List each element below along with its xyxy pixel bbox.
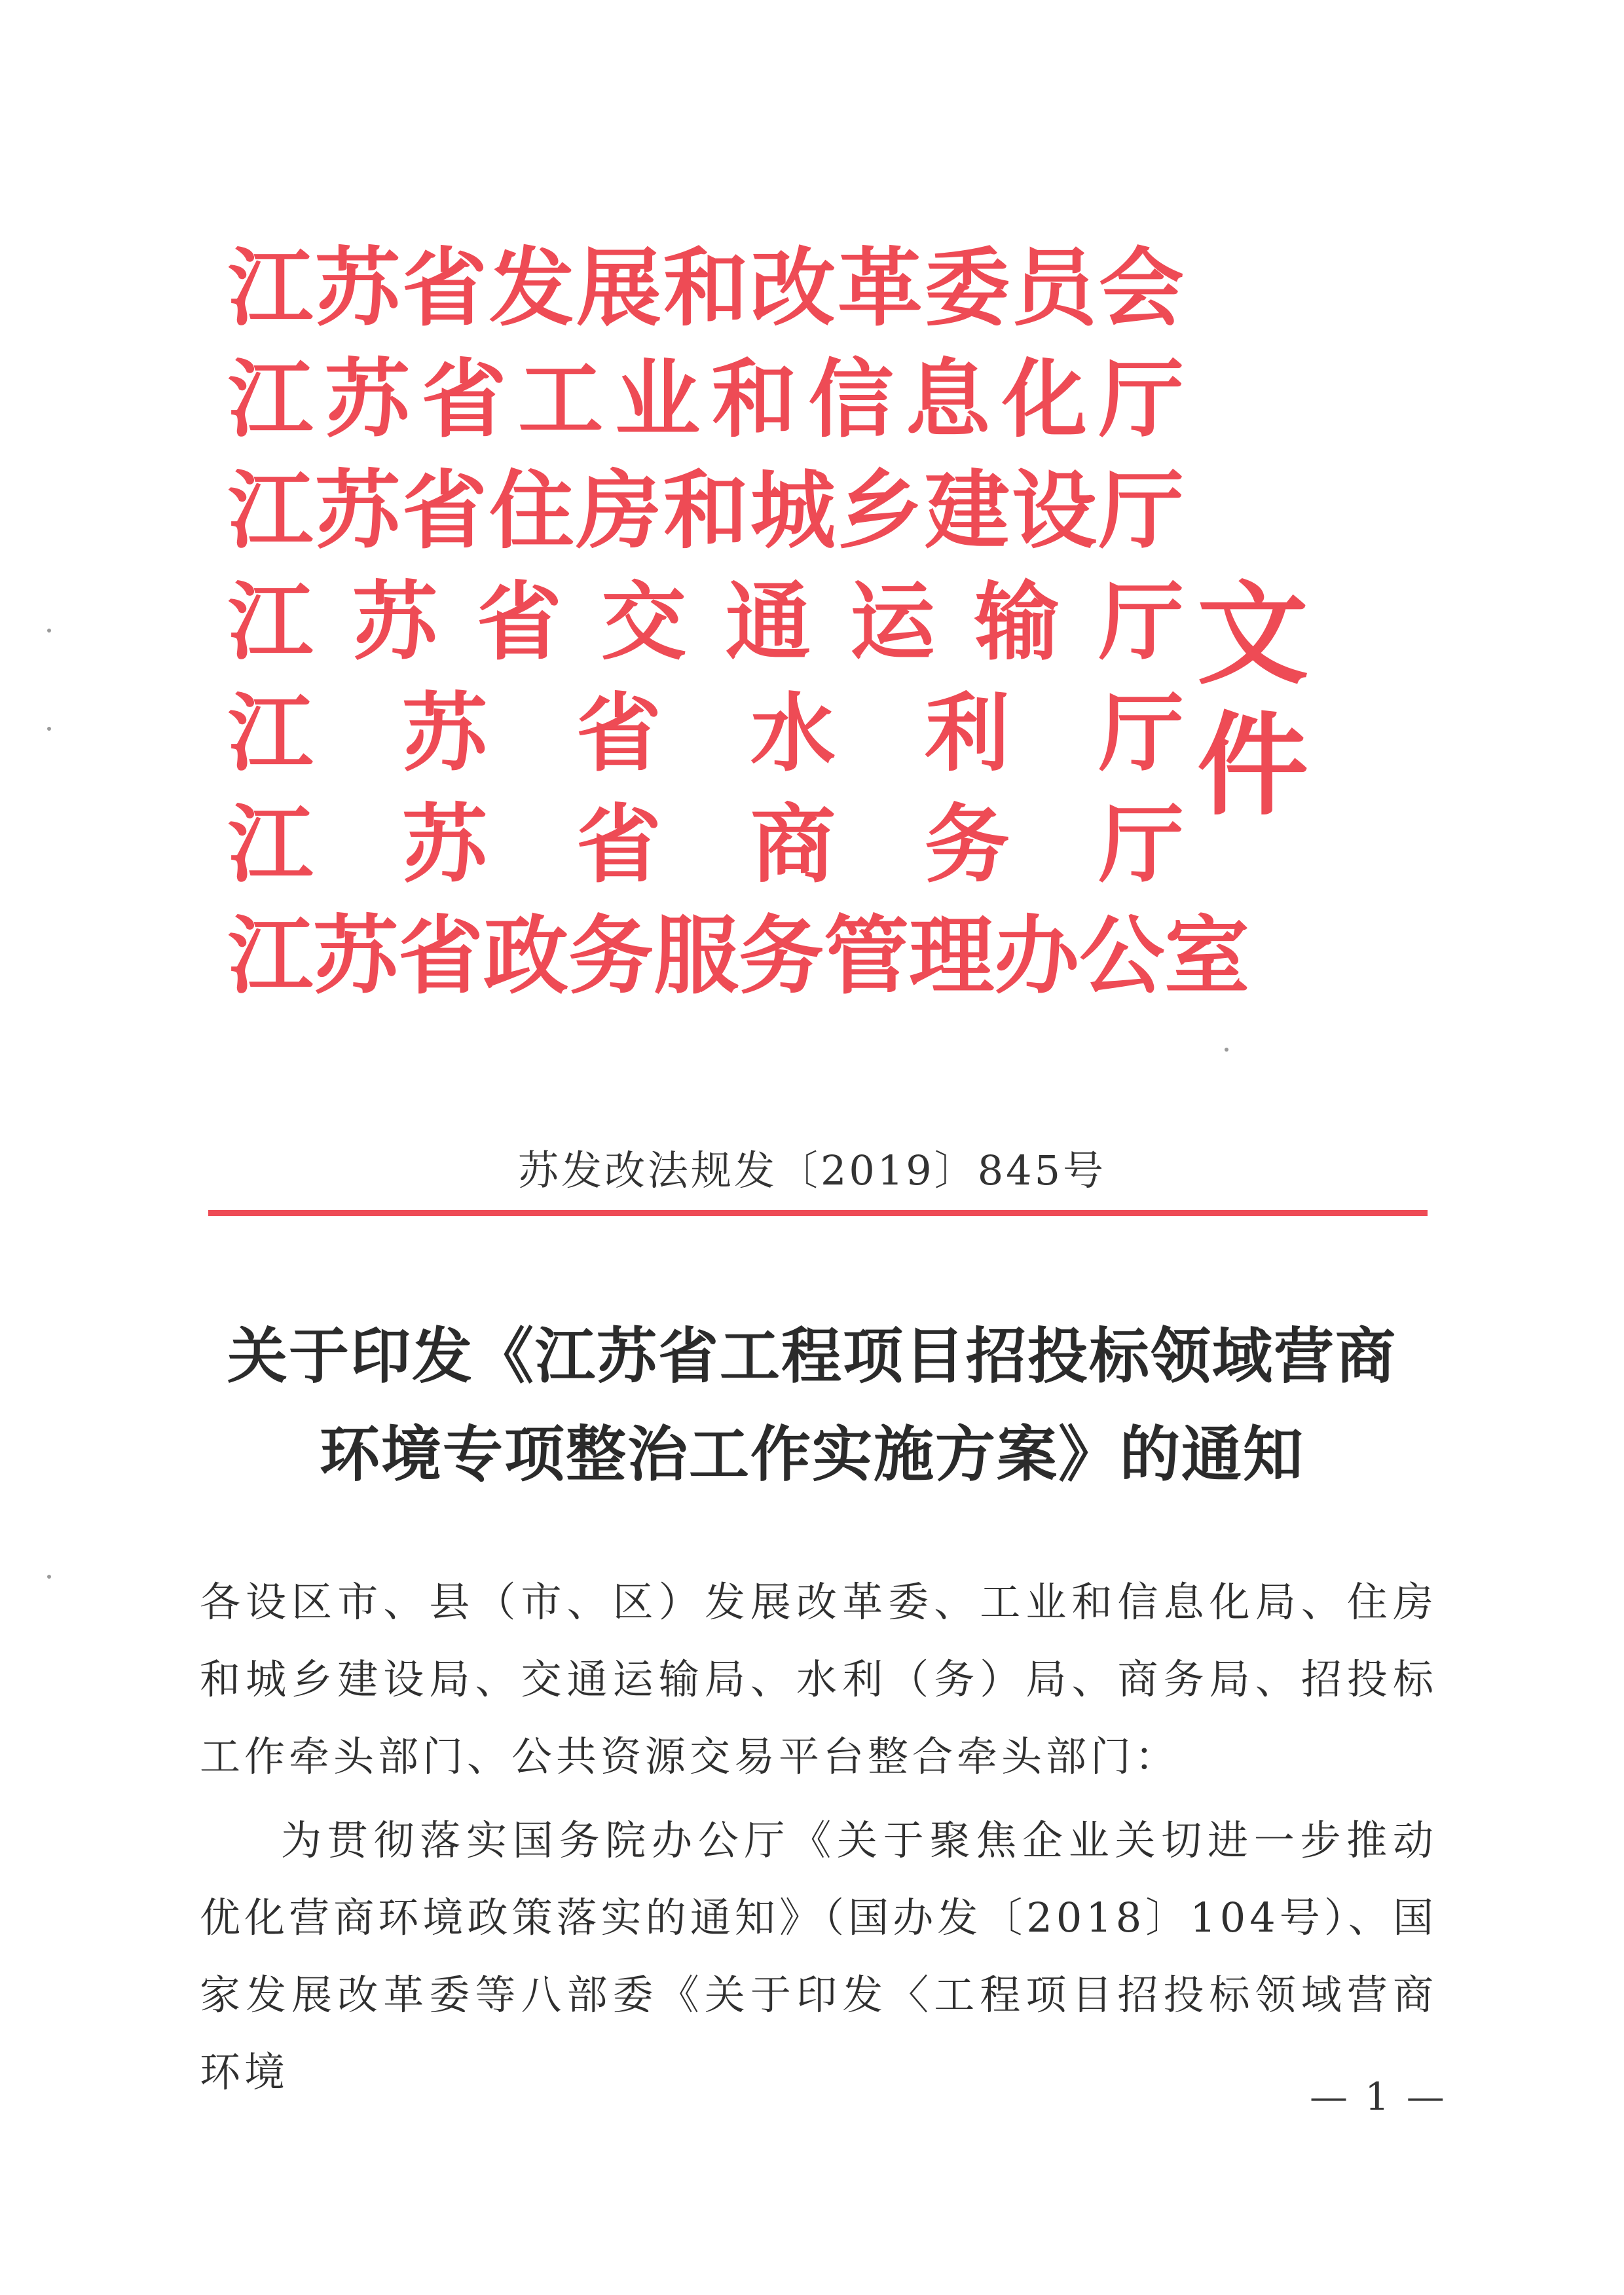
issuer-row: [228, 681, 1184, 786]
issuer-char: 厅: [1098, 684, 1184, 783]
issuer-char: 利: [924, 684, 1010, 783]
issuer-char: 工: [518, 350, 604, 449]
issuer-char: 房: [576, 461, 661, 560]
issuer-char: 苏: [314, 461, 400, 560]
issuer-char: 服: [654, 906, 739, 1006]
issuer-char: 江: [228, 906, 314, 1006]
document-suffix: 文件: [1197, 570, 1314, 831]
issuer-row: [228, 792, 1184, 897]
issuer-char: 城: [750, 461, 836, 560]
issuer-char: 信: [808, 350, 894, 449]
issuer-char: 业: [615, 350, 701, 449]
issuer-char: 运: [849, 572, 935, 672]
issuing-authorities-header: [228, 236, 1393, 1021]
issuer-char: 住: [489, 461, 574, 560]
issuer-char: 省: [398, 906, 484, 1006]
issuer-row: [228, 458, 1184, 563]
issuer-char: 建: [924, 461, 1010, 560]
issuer-char: 江: [228, 350, 314, 449]
issuer-char: 江: [228, 572, 314, 672]
issuer-char: 厅: [1098, 461, 1184, 560]
scan-speck: [47, 629, 51, 633]
issuer-char: 苏: [401, 684, 487, 783]
issuer-char: 理: [909, 906, 995, 1006]
scan-speck: [47, 727, 51, 731]
issuer-char: 改: [750, 238, 836, 338]
issuer-char: 管: [824, 906, 910, 1006]
document-title-line-2: 环境专项整治工作实施方案》的通知: [319, 1420, 1304, 1490]
issuer-char: 通: [725, 572, 811, 672]
issuer-char: 水: [750, 684, 836, 783]
issuer-char: 苏: [314, 238, 400, 338]
issuer-char: 会: [1098, 238, 1184, 338]
issuer-char: 江: [228, 461, 314, 560]
issuer-char: 乡: [837, 461, 923, 560]
issuer-char: 员: [1011, 238, 1097, 338]
issuer-char: 商: [750, 795, 836, 894]
body-paragraph: 为贯彻落实国务院办公厅《关于聚焦企业关切进一步推动优化营商环境政策落实的通知》（国办发〔2018〕104号）、国家发展改革委等八部委《关于印发〈工程项目招投标领域营商环境: [200, 1816, 1437, 2096]
issuer-char: 发: [489, 238, 574, 338]
issuer-char: 厅: [1098, 572, 1184, 672]
issuer-row: [228, 347, 1184, 452]
issuer-char: 务: [924, 795, 1010, 894]
issuer-row: [228, 904, 1250, 1008]
issuer-char: 和: [663, 461, 748, 560]
issuer-char: 委: [924, 238, 1010, 338]
issuer-char: 厅: [1098, 350, 1184, 449]
issuer-row: [228, 236, 1184, 340]
issuer-char: 苏: [324, 350, 410, 449]
issuer-row: [228, 570, 1184, 674]
issuer-char: 厅: [1098, 795, 1184, 894]
issuer-char: 省: [476, 572, 562, 672]
issuer-char: 务: [739, 906, 824, 1006]
issuer-char: 办: [994, 906, 1080, 1006]
issuer-char: 展: [576, 238, 661, 338]
issuer-char: 设: [1011, 461, 1097, 560]
issuer-char: 江: [228, 684, 314, 783]
scan-speck: [1225, 1048, 1228, 1052]
issuer-char: 政: [483, 906, 569, 1006]
issuer-char: 和: [663, 238, 748, 338]
document-title-line-1: 关于印发《江苏省工程项目招投标领域营商: [227, 1321, 1397, 1391]
issuer-char: 省: [401, 461, 487, 560]
issuer-char: 苏: [401, 795, 487, 894]
issuer-char: 和: [711, 350, 797, 449]
red-divider-line: [208, 1210, 1428, 1216]
issuer-char: 公: [1079, 906, 1165, 1006]
issuer-char: 输: [974, 572, 1060, 672]
issuer-char: 省: [576, 795, 661, 894]
page-number: — 1 —: [1310, 2074, 1447, 2119]
issuer-char: 交: [600, 572, 686, 672]
issuer-char: 省: [576, 684, 661, 783]
issuer-char: 江: [228, 795, 314, 894]
document-number: 苏发改法规发〔2019〕845号: [517, 1147, 1107, 1194]
scan-speck: [47, 1575, 51, 1579]
issuer-char: 室: [1164, 906, 1250, 1006]
issuer-char: 息: [905, 350, 991, 449]
issuer-char: 苏: [313, 906, 399, 1006]
issuer-char: 省: [401, 238, 487, 338]
addressee-paragraph: 各设区市、县（市、区）发展改革委、工业和信息化局、住房和城乡建设局、交通运输局、水利（务）局、商务局、招投标工作牵头部门、公共资源交易平台整合牵头部门：: [200, 1578, 1437, 1780]
issuer-char: 化: [1002, 350, 1088, 449]
issuer-char: 省: [421, 350, 507, 449]
issuer-char: 苏: [352, 572, 437, 672]
issuer-char: 革: [837, 238, 923, 338]
issuer-char: 务: [568, 906, 654, 1006]
issuer-char: 江: [228, 238, 314, 338]
